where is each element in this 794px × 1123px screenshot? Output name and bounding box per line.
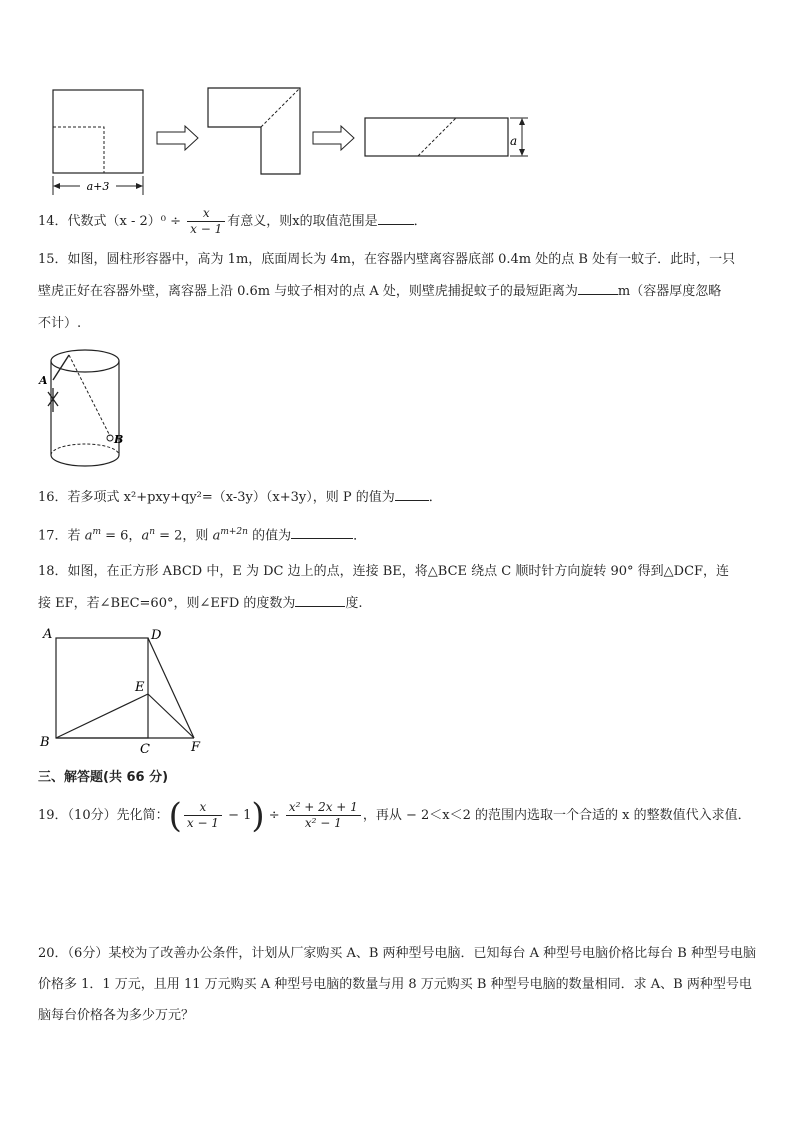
q18-line2: 接 EF，若∠BEC=60°，则∠EFD 的度数为 度. — [38, 588, 756, 620]
fig15-label-b: B — [114, 433, 124, 446]
fig18-label-b: B — [40, 735, 50, 750]
fig18-label-a: A — [43, 627, 53, 642]
fig18-label-d: D — [151, 628, 162, 643]
question-14: 14．代数式（x - 2）⁰ ÷ $\frac{x}{x - 1}$ 有意义，则x的取值范围是 ． — [38, 206, 427, 236]
q19-suffix: ，再从 − 2＜x＜2 的范围内选取一个合适的 x 的整数值代入求值． — [362, 808, 751, 823]
fig15-label-a: A — [39, 374, 48, 387]
fig13-arrow-2 — [313, 126, 354, 150]
question-16: 16．若多项式 x²+pxy+qy²=（x-3y）（x+3y），则 P 的值为 ． — [38, 486, 442, 508]
q19-fraction-1: $\frac{x}{x - 1}$ — [184, 800, 222, 831]
q18-answer-blank[interactable] — [295, 592, 345, 607]
q14-fraction — [187, 206, 225, 237]
q14-suffix: 有意义，则x的取值范围是 — [227, 214, 378, 229]
fig18-square-diagram — [36, 622, 216, 762]
question-15 — [38, 244, 756, 340]
q15-line1: 15．如图，圆柱形容器中，高为 1m，底面周长为 4m，在容器内壁离容器底部 0.4m 处的点 B 处有一蚊子．此时，一只 — [38, 252, 736, 267]
q15-line2: 壁虎正好在容器外壁，离容器上沿 0.6m 与蚊子相对的点 A 处，则壁虎捕捉蚊子的最短距离为 m（容器厚度忽略 — [38, 276, 756, 308]
q19-fraction-2: $\frac{\text{x² + 2x + 1}}{\text{x² − 1}}$ — [286, 800, 361, 831]
fig13-arrow-1 — [157, 126, 198, 150]
fig13-dim-right: a — [510, 134, 518, 148]
fig15-cylinder — [36, 342, 136, 477]
question-20 — [38, 938, 756, 1031]
question-19: 19．（10分）先化简：( $\frac{x}{x - 1}$ − 1) ÷ $\frac{\text{x² + 2x + 1}}{\text{x² − 1}}$ ，再从 − 2＜x＜2 的范围内选取一个合适的 x 的整数值代入求值． — [38, 795, 751, 836]
q15-line3: 不计）. — [38, 316, 82, 331]
fig13-dim-bottom: a+3 — [86, 180, 110, 193]
q16-text: 16．若多项式 x²+pxy+qy²=（x-3y）（x+3y），则 P 的值为 — [38, 490, 395, 505]
section-3-title: 三、解答题(共 66 分) — [38, 770, 169, 785]
q14-frac-den: x − 1 — [190, 222, 223, 236]
fig13-inner-dashed — [53, 127, 104, 173]
q14-answer-blank[interactable] — [378, 210, 414, 225]
q17-answer-blank[interactable] — [291, 524, 353, 539]
fig13-l-shape — [208, 88, 300, 174]
question-17: 17．若 $a^m = 6$，$a^n = 2$，则 $a^{m+2n}$ 的值为 ． — [38, 522, 366, 546]
fig18-label-f: F — [191, 740, 201, 755]
fig13-square — [53, 90, 143, 173]
q20-text: 20．（6分）某校为了改善办公条件，计划从厂家购买 A、B 两种型号电脑．已知每台 A 种型号电脑价格比每台 B 种型号电脑价格多 1．1 万元，且用 11 万元购买 A 种型号电脑的数量与用 8 万元购买 B 种型号电脑的数量相同．求 A、B 两种型号电脑每台价格各为多少万元？ — [38, 946, 756, 1023]
q14-prefix: 14．代数式（x - 2）⁰ ÷ — [38, 214, 186, 229]
q18-line1: 18．如图，在正方形 ABCD 中，E 为 DC 边上的点，连接 BE，将△BCE 绕点 C 顺时针方向旋转 90° 得到△DCF，连 — [38, 564, 730, 579]
q15-answer-blank[interactable] — [578, 280, 618, 295]
question-18 — [38, 556, 756, 620]
q16-answer-blank[interactable] — [395, 486, 429, 501]
fig18-label-c: C — [140, 742, 150, 757]
fig13-diagram — [40, 80, 540, 200]
q14-frac-num: x — [187, 206, 225, 222]
fig18-label-e: E — [135, 680, 145, 695]
